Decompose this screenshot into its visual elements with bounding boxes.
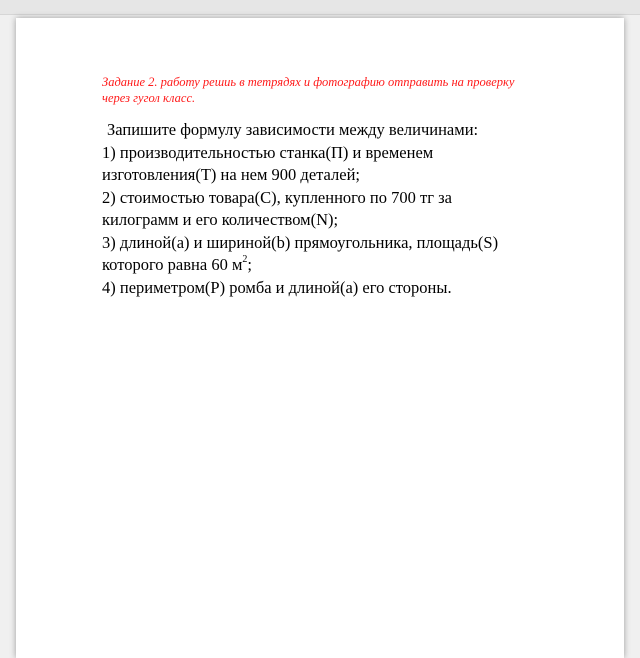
assignment-note-line-2: через гугол класс. xyxy=(102,91,196,105)
task-item-3-exponent: 2 xyxy=(242,254,248,265)
task-item-2-line-1: 2) стоимостью товара(С), купленного по 700 тг за xyxy=(102,187,452,207)
assignment-note xyxy=(102,74,602,106)
task-item-3-line-2 xyxy=(102,254,602,277)
assignment-note-line-1: Задание 2. работу решиь в тетрядях и фотографию отправить на проверку xyxy=(102,75,515,89)
task-item-3-end: ; xyxy=(247,255,252,274)
task-text xyxy=(102,119,602,299)
top-bar xyxy=(0,0,640,15)
task-item-3-area-text: которого равна 60 м xyxy=(102,255,243,274)
task-item-1-line-2: изготовления(Т) на нем 900 деталей; xyxy=(102,165,360,184)
task-item-1-line-1: 1) производительностью станка(П) и временем xyxy=(102,142,434,162)
task-item-4-line-1: 4) периметром(Р) ромба и длиной(a) его стороны. xyxy=(102,277,452,297)
document-page xyxy=(16,18,624,658)
task-item-2-line-2: килограмм и его количеством(N); xyxy=(102,210,339,229)
task-item-3-line-1: 3) длиной(a) и шириной(b) прямоугольника, площадь(S) xyxy=(102,232,499,252)
task-intro: Запишите формулу зависимости между величинами: xyxy=(107,120,479,139)
